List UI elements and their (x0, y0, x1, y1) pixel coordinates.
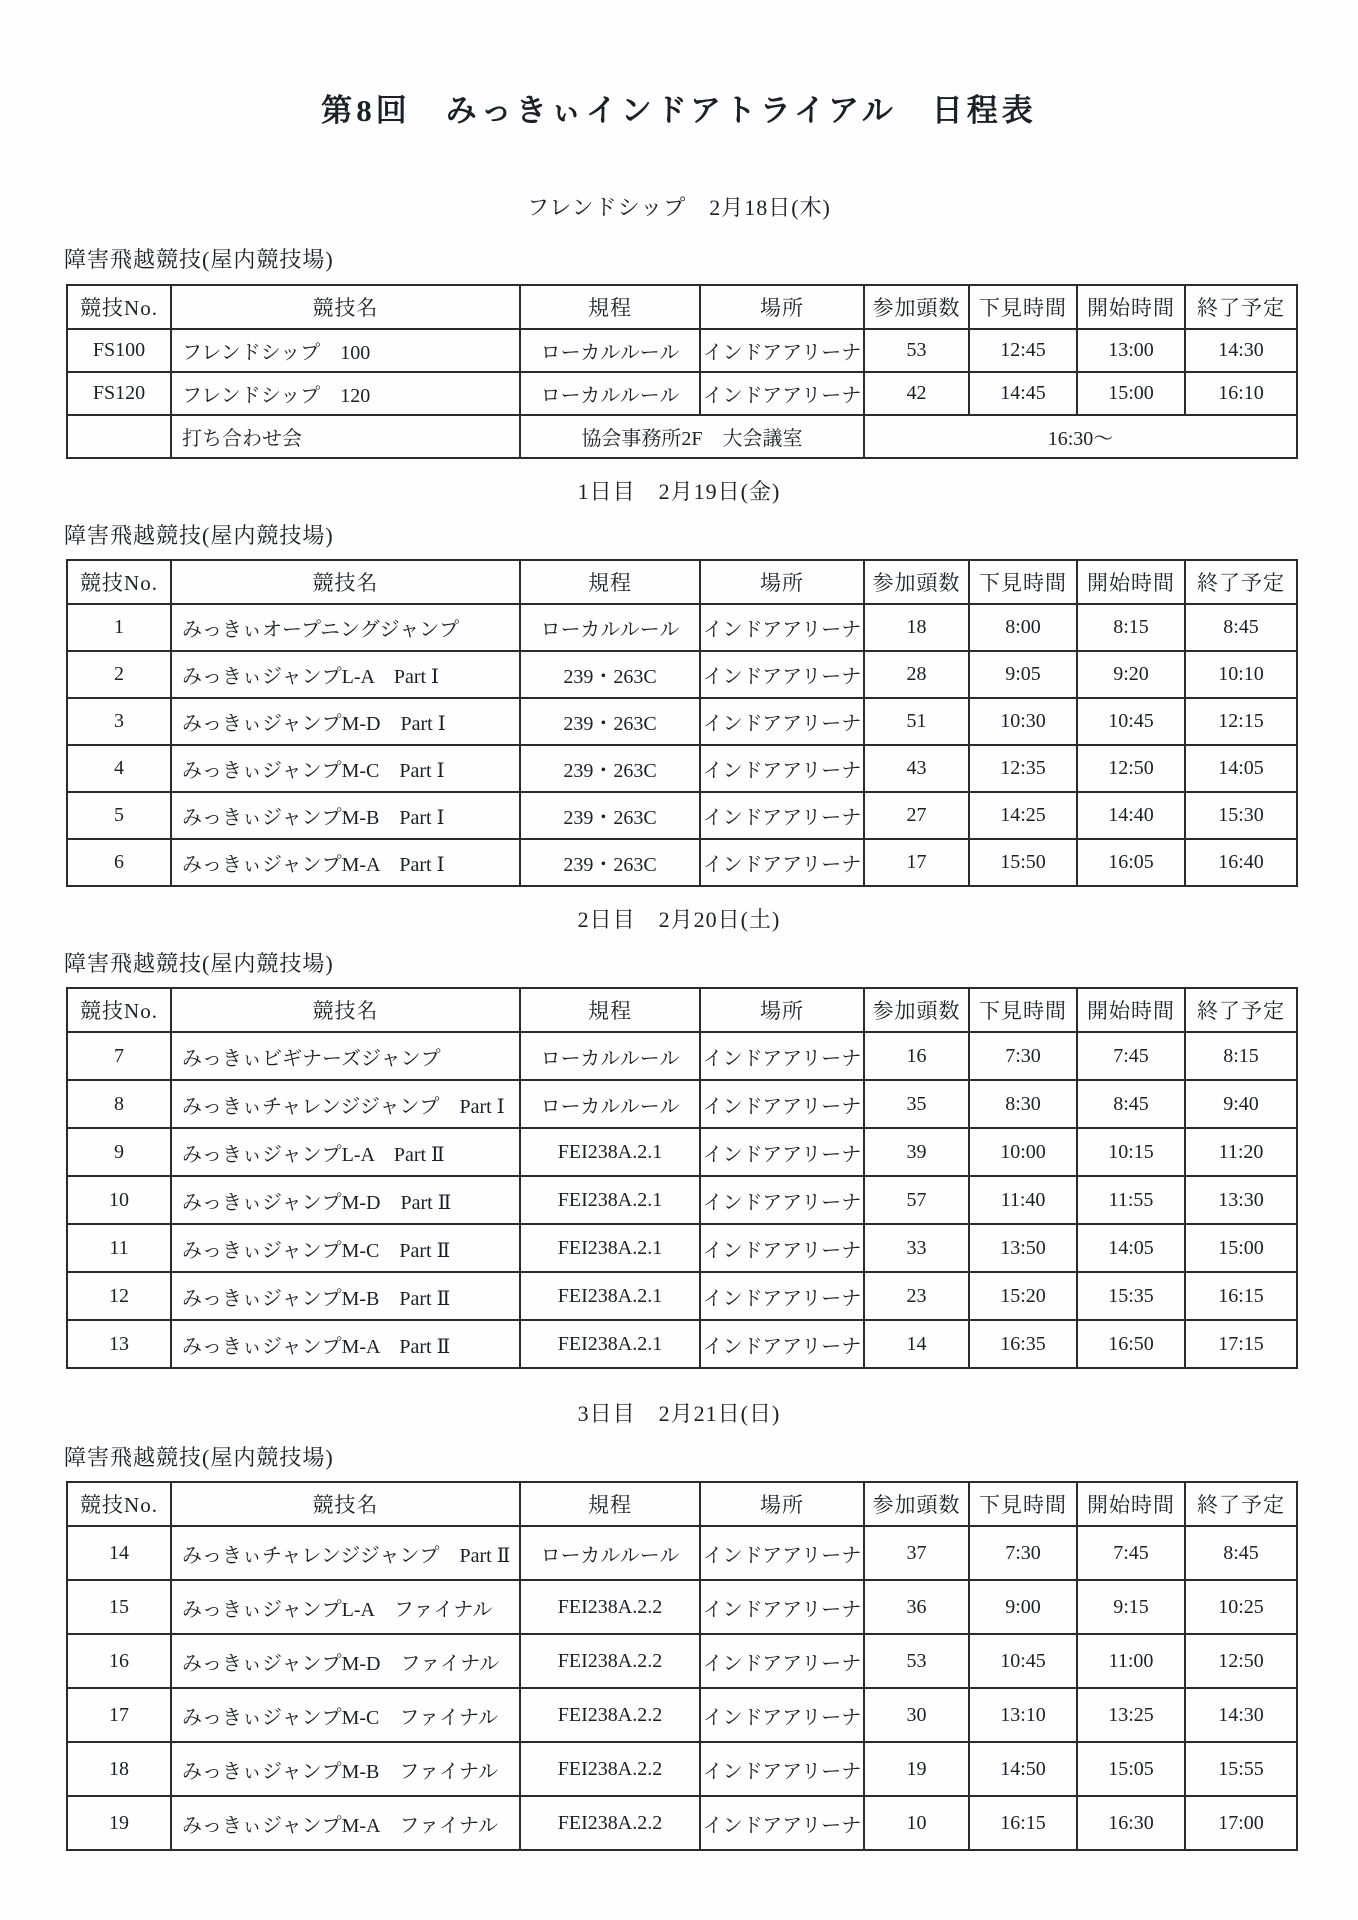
schedule-cell: 13:30 (1185, 1176, 1297, 1224)
schedule-cell: 33 (864, 1224, 969, 1272)
schedule-cell: FEI238A.2.1 (520, 1224, 700, 1272)
schedule-cell: 239・263C (520, 839, 700, 886)
schedule-cell: 239・263C (520, 698, 700, 745)
schedule-cell: 13:10 (969, 1688, 1077, 1742)
schedule-cell: みっきぃチャレンジジャンプ Part Ⅰ (171, 1080, 520, 1128)
schedule-cell: 4 (67, 745, 171, 792)
column-header: 参加頭数 (864, 1482, 969, 1526)
schedule-cell: 12:15 (1185, 698, 1297, 745)
schedule-cell: FEI238A.2.1 (520, 1128, 700, 1176)
header-row (67, 560, 1297, 604)
schedule-cell: インドアアリーナ (700, 1272, 864, 1320)
schedule-cell: インドアアリーナ (700, 698, 864, 745)
header-row (67, 285, 1297, 329)
schedule-cell: 42 (864, 372, 969, 415)
schedule-cell: みっきぃジャンプM-C ファイナル (171, 1688, 520, 1742)
schedule-cell: 14:30 (1185, 329, 1297, 372)
header-row (67, 988, 1297, 1032)
schedule-cell: 8:15 (1077, 604, 1185, 651)
competition-row (67, 1688, 1297, 1742)
schedule-cell: 15:00 (1185, 1224, 1297, 1272)
schedule-cell: 8:00 (969, 604, 1077, 651)
schedule-cell: ローカルルール (520, 1032, 700, 1080)
competition-row (67, 329, 1297, 372)
schedule-cell: FEI238A.2.1 (520, 1176, 700, 1224)
schedule-cell: 12:45 (969, 329, 1077, 372)
schedule-cell: 13:00 (1077, 329, 1185, 372)
schedule-cell: 16:50 (1077, 1320, 1185, 1368)
schedule-cell: 10 (67, 1176, 171, 1224)
schedule-cell: インドアアリーナ (700, 745, 864, 792)
schedule-cell: 239・263C (520, 745, 700, 792)
schedule-cell: フレンドシップ 100 (171, 329, 520, 372)
schedule-cell: 27 (864, 792, 969, 839)
schedule-cell: みっきぃジャンプM-A Part Ⅱ (171, 1320, 520, 1368)
column-header: 下見時間 (969, 560, 1077, 604)
schedule-cell: 10:10 (1185, 651, 1297, 698)
schedule-cell: FEI238A.2.2 (520, 1688, 700, 1742)
schedule-cell: 16:15 (969, 1796, 1077, 1850)
column-header: 終了予定 (1185, 1482, 1297, 1526)
competition-row (67, 1634, 1297, 1688)
schedule-cell: インドアアリーナ (700, 1128, 864, 1176)
schedule-cell: 7:45 (1077, 1526, 1185, 1580)
schedule-cell: みっきぃジャンプL-A Part Ⅱ (171, 1128, 520, 1176)
competition-row (67, 792, 1297, 839)
schedule-cell: インドアアリーナ (700, 792, 864, 839)
schedule-cell: 53 (864, 1634, 969, 1688)
schedule-cell: FEI238A.2.2 (520, 1796, 700, 1850)
schedule-cell: 16 (67, 1634, 171, 1688)
schedule-cell: 15 (67, 1580, 171, 1634)
document-title: 第8回 みっきぃインドアトライアル 日程表 (321, 93, 1037, 128)
schedule-cell: みっきぃジャンプM-C Part Ⅰ (171, 745, 520, 792)
schedule-cell: 12:35 (969, 745, 1077, 792)
schedule-cell: みっきぃビギナーズジャンプ (171, 1032, 520, 1080)
schedule-cell: 14 (864, 1320, 969, 1368)
schedule-cell: 16:15 (1185, 1272, 1297, 1320)
schedule-cell: 11:55 (1077, 1176, 1185, 1224)
schedule-cell: 12:50 (1077, 745, 1185, 792)
competition-row (67, 1526, 1297, 1580)
schedule-cell: 14:05 (1185, 745, 1297, 792)
schedule-cell: 17:00 (1185, 1796, 1297, 1850)
schedule-cell: 17 (67, 1688, 171, 1742)
competition-row (67, 1128, 1297, 1176)
schedule-cell: 16:40 (1185, 839, 1297, 886)
competition-row (67, 1224, 1297, 1272)
schedule-cell: みっきぃジャンプM-B Part Ⅰ (171, 792, 520, 839)
schedule-cell: インドアアリーナ (700, 1224, 864, 1272)
schedule-cell: みっきぃジャンプM-C Part Ⅱ (171, 1224, 520, 1272)
schedule-cell: 37 (864, 1526, 969, 1580)
day-heading-friendship: フレンドシップ 2月18日(木) (527, 195, 831, 220)
day-heading-day3: 3日目 2月21日(日) (577, 1401, 781, 1426)
column-header: 競技名 (171, 1482, 520, 1526)
schedule-cell: みっきぃチャレンジジャンプ Part Ⅱ (171, 1526, 520, 1580)
competition-row (67, 604, 1297, 651)
section-day1 (0, 477, 1358, 887)
column-header: 競技No. (67, 285, 171, 329)
column-header: 開始時間 (1077, 988, 1185, 1032)
schedule-cell: 8:45 (1077, 1080, 1185, 1128)
column-header: 終了予定 (1185, 988, 1297, 1032)
schedule-cell: 39 (864, 1128, 969, 1176)
schedule-cell: 18 (864, 604, 969, 651)
competition-row (67, 745, 1297, 792)
competition-row (67, 1580, 1297, 1634)
schedule-cell: 7 (67, 1032, 171, 1080)
meeting-time-cell: 16:30〜 (864, 415, 1297, 458)
schedule-cell: 1 (67, 604, 171, 651)
schedule-cell: 57 (864, 1176, 969, 1224)
schedule-cell: みっきぃジャンプM-D Part Ⅱ (171, 1176, 520, 1224)
column-header: 場所 (700, 1482, 864, 1526)
column-header: 場所 (700, 988, 864, 1032)
schedule-cell: インドアアリーナ (700, 1176, 864, 1224)
schedule-cell: 36 (864, 1580, 969, 1634)
schedule-cell: 10:30 (969, 698, 1077, 745)
schedule-table-day1 (66, 559, 1298, 887)
column-header: 開始時間 (1077, 1482, 1185, 1526)
competition-row (67, 1796, 1297, 1850)
schedule-cell: 51 (864, 698, 969, 745)
schedule-cell: 8:30 (969, 1080, 1077, 1128)
meeting-place-cell: 協会事務所2F 大会議室 (520, 415, 864, 458)
schedule-cell: 9:15 (1077, 1580, 1185, 1634)
schedule-cell: 28 (864, 651, 969, 698)
schedule-cell: ローカルルール (520, 1526, 700, 1580)
schedule-cell: 19 (67, 1796, 171, 1850)
schedule-cell: 5 (67, 792, 171, 839)
schedule-cell: インドアアリーナ (700, 651, 864, 698)
schedule-cell: 17 (864, 839, 969, 886)
schedule-cell: 10:00 (969, 1128, 1077, 1176)
schedule-cell: 11:20 (1185, 1128, 1297, 1176)
schedule-cell: 13:50 (969, 1224, 1077, 1272)
competition-row (67, 1176, 1297, 1224)
schedule-cell: みっきぃジャンプM-A Part Ⅰ (171, 839, 520, 886)
schedule-cell: インドアアリーナ (700, 1080, 864, 1128)
competition-row (67, 698, 1297, 745)
schedule-cell: 11 (67, 1224, 171, 1272)
schedule-cell: 14:30 (1185, 1688, 1297, 1742)
schedule-cell: 14:50 (969, 1742, 1077, 1796)
schedule-cell: 11:00 (1077, 1634, 1185, 1688)
schedule-cell: 16:10 (1185, 372, 1297, 415)
column-header: 参加頭数 (864, 988, 969, 1032)
meeting-name-cell: 打ち合わせ会 (171, 415, 520, 458)
schedule-cell: 14:40 (1077, 792, 1185, 839)
venue-label: 障害飛越競技(屋内競技場) (64, 247, 334, 272)
schedule-cell: 6 (67, 839, 171, 886)
schedule-cell: 13 (67, 1320, 171, 1368)
schedule-cell: インドアアリーナ (700, 1580, 864, 1634)
schedule-cell: 15:00 (1077, 372, 1185, 415)
day-heading-day1: 1日目 2月19日(金) (577, 479, 781, 504)
competition-row (67, 1742, 1297, 1796)
schedule-cell: 10:45 (1077, 698, 1185, 745)
schedule-cell: 14:45 (969, 372, 1077, 415)
schedule-cell: 35 (864, 1080, 969, 1128)
column-header: 規程 (520, 1482, 700, 1526)
schedule-cell: ローカルルール (520, 604, 700, 651)
column-header: 規程 (520, 285, 700, 329)
schedule-cell: インドアアリーナ (700, 372, 864, 415)
schedule-cell: 2 (67, 651, 171, 698)
schedule-cell: FEI238A.2.2 (520, 1742, 700, 1796)
schedule-cell: 16 (864, 1032, 969, 1080)
schedule-cell: 9:00 (969, 1580, 1077, 1634)
schedule-cell: インドアアリーナ (700, 1526, 864, 1580)
schedule-cell: 10:25 (1185, 1580, 1297, 1634)
schedule-cell: みっきぃジャンプM-B ファイナル (171, 1742, 520, 1796)
schedule-cell: 15:30 (1185, 792, 1297, 839)
column-header: 競技名 (171, 988, 520, 1032)
schedule-cell: FS120 (67, 372, 171, 415)
competition-row (67, 1320, 1297, 1368)
schedule-cell: 7:45 (1077, 1032, 1185, 1080)
section-day3 (0, 1399, 1358, 1851)
schedule-cell: 14 (67, 1526, 171, 1580)
schedule-cell: みっきぃジャンプL-A Part Ⅰ (171, 651, 520, 698)
competition-row (67, 1032, 1297, 1080)
schedule-cell: FEI238A.2.2 (520, 1634, 700, 1688)
header-row (67, 1482, 1297, 1526)
schedule-cell: みっきぃジャンプM-D ファイナル (171, 1634, 520, 1688)
column-header: 規程 (520, 988, 700, 1032)
schedule-cell: FEI238A.2.2 (520, 1580, 700, 1634)
column-header: 競技No. (67, 1482, 171, 1526)
schedule-cell: 10:45 (969, 1634, 1077, 1688)
column-header: 終了予定 (1185, 285, 1297, 329)
schedule-cell: 7:30 (969, 1526, 1077, 1580)
schedule-cell: ローカルルール (520, 1080, 700, 1128)
schedule-cell: 16:35 (969, 1320, 1077, 1368)
schedule-cell: インドアアリーナ (700, 1032, 864, 1080)
competition-row (67, 372, 1297, 415)
competition-row (67, 1080, 1297, 1128)
column-header: 参加頭数 (864, 560, 969, 604)
column-header: 下見時間 (969, 285, 1077, 329)
column-header: 下見時間 (969, 988, 1077, 1032)
schedule-table-friendship (66, 284, 1298, 459)
schedule-table-day2 (66, 987, 1298, 1369)
schedule-cell: 18 (67, 1742, 171, 1796)
competition-row (67, 1272, 1297, 1320)
schedule-cell: インドアアリーナ (700, 1634, 864, 1688)
schedule-cell: 43 (864, 745, 969, 792)
column-header: 場所 (700, 560, 864, 604)
schedule-cell: フレンドシップ 120 (171, 372, 520, 415)
schedule-cell: 12:50 (1185, 1634, 1297, 1688)
schedule-cell: 9:05 (969, 651, 1077, 698)
section-friendship (0, 193, 1358, 459)
schedule-cell: 239・263C (520, 792, 700, 839)
schedule-cell: インドアアリーナ (700, 1320, 864, 1368)
column-header: 競技名 (171, 560, 520, 604)
schedule-cell: ローカルルール (520, 372, 700, 415)
schedule-cell: 14:05 (1077, 1224, 1185, 1272)
meeting-row (67, 415, 1297, 458)
schedule-cell: 17:15 (1185, 1320, 1297, 1368)
schedule-cell: 53 (864, 329, 969, 372)
schedule-cell: 9:20 (1077, 651, 1185, 698)
competition-row (67, 839, 1297, 886)
schedule-cell: インドアアリーナ (700, 1742, 864, 1796)
schedule-cell: 16:05 (1077, 839, 1185, 886)
venue-label: 障害飛越競技(屋内競技場) (64, 1445, 334, 1470)
section-day2 (0, 905, 1358, 1369)
schedule-cell: 11:40 (969, 1176, 1077, 1224)
venue-label: 障害飛越競技(屋内競技場) (64, 951, 334, 976)
column-header: 場所 (700, 285, 864, 329)
schedule-cell: インドアアリーナ (700, 839, 864, 886)
column-header: 開始時間 (1077, 285, 1185, 329)
schedule-cell: 15:55 (1185, 1742, 1297, 1796)
schedule-cell: 23 (864, 1272, 969, 1320)
column-header: 競技名 (171, 285, 520, 329)
day-heading-day2: 2日目 2月20日(土) (577, 907, 781, 932)
schedule-cell: FEI238A.2.1 (520, 1320, 700, 1368)
schedule-cell: 16:30 (1077, 1796, 1185, 1850)
venue-label: 障害飛越競技(屋内競技場) (64, 523, 334, 548)
schedule-cell: 239・263C (520, 651, 700, 698)
schedule-cell: 12 (67, 1272, 171, 1320)
schedule-cell: インドアアリーナ (700, 604, 864, 651)
schedule-cell: 8:15 (1185, 1032, 1297, 1080)
schedule-cell: 8 (67, 1080, 171, 1128)
column-header: 下見時間 (969, 1482, 1077, 1526)
schedule-cell: みっきぃジャンプL-A ファイナル (171, 1580, 520, 1634)
column-header: 規程 (520, 560, 700, 604)
schedule-cell: 10 (864, 1796, 969, 1850)
schedule-cell: インドアアリーナ (700, 1796, 864, 1850)
column-header: 開始時間 (1077, 560, 1185, 604)
schedule-cell: 19 (864, 1742, 969, 1796)
column-header: 競技No. (67, 560, 171, 604)
schedule-cell: 14:25 (969, 792, 1077, 839)
schedule-cell: 8:45 (1185, 604, 1297, 651)
schedule-cell: 3 (67, 698, 171, 745)
schedule-cell: 13:25 (1077, 1688, 1185, 1742)
schedule-cell: 30 (864, 1688, 969, 1742)
schedule-cell: 9 (67, 1128, 171, 1176)
schedule-cell: 7:30 (969, 1032, 1077, 1080)
schedule-cell: FEI238A.2.1 (520, 1272, 700, 1320)
schedule-cell: 15:20 (969, 1272, 1077, 1320)
competition-row (67, 651, 1297, 698)
schedule-cell: 15:50 (969, 839, 1077, 886)
schedule-cell: みっきぃオープニングジャンプ (171, 604, 520, 651)
schedule-cell: みっきぃジャンプM-A ファイナル (171, 1796, 520, 1850)
column-header: 競技No. (67, 988, 171, 1032)
schedule-table-day3 (66, 1481, 1298, 1851)
schedule-cell: 15:05 (1077, 1742, 1185, 1796)
schedule-cell: FS100 (67, 329, 171, 372)
schedule-cell: 8:45 (1185, 1526, 1297, 1580)
schedule-cell: ローカルルール (520, 329, 700, 372)
schedule-cell: 9:40 (1185, 1080, 1297, 1128)
schedule-cell: みっきぃジャンプM-D Part Ⅰ (171, 698, 520, 745)
column-header: 終了予定 (1185, 560, 1297, 604)
schedule-cell: みっきぃジャンプM-B Part Ⅱ (171, 1272, 520, 1320)
schedule-cell: 15:35 (1077, 1272, 1185, 1320)
schedule-cell: 10:15 (1077, 1128, 1185, 1176)
schedule-cell: インドアアリーナ (700, 329, 864, 372)
schedule-cell: インドアアリーナ (700, 1688, 864, 1742)
meeting-no-cell (67, 415, 171, 458)
column-header: 参加頭数 (864, 285, 969, 329)
